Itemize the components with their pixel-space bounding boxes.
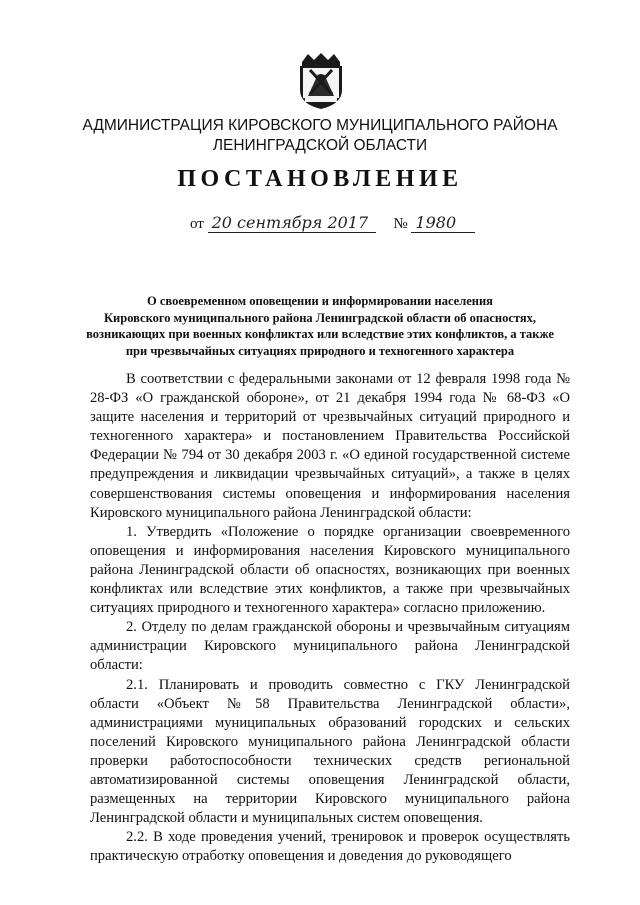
coat-of-arms-icon xyxy=(296,52,346,110)
subject-line: Кировского муниципального района Ленинградской области об опасностях, xyxy=(103,310,537,325)
body-paragraph: 1. Утвердить «Положение о порядке организации своевременного оповещения и информирования населения Кировского муниципального района Ленинградской области об опасностях, возникающих при военных конфликтах или вследствие этих конфликтов, а также при чрезвычайных ситуациях природного и техногенного характера» согласно приложению. xyxy=(90,523,570,617)
document-body xyxy=(90,370,570,866)
date-number-line xyxy=(190,214,475,233)
handwritten-date: 20 сентября 2017 xyxy=(208,214,376,233)
administration-name-line2: ЛЕНИНГРАДСКОЙ ОБЛАСТИ xyxy=(212,137,428,154)
body-paragraph: В соответствии с федеральными законами от 12 февраля 1998 года № 28-ФЗ «О гражданской обороне», от 21 декабря 1994 года № 68-ФЗ «О защите населения и территорий от чрезвычайных ситуаций природного и техногенного характера» и постановлением Правительства Российской Федерации № 794 от 30 декабря 2003 г. «О единой государственной системе предупреждения и ликвидации чрезвычайных ситуаций», а также в целях совершенствования системы оповещения и информирования населения Кировского муниципального района Ленинградской области: xyxy=(90,371,570,521)
subject-line: возникающих при военных конфликтах или вследствие этих конфликтов, а также xyxy=(86,327,554,341)
handwritten-number: 1980 xyxy=(411,214,475,233)
subject-line: О своевременном оповещении и информировании населения xyxy=(147,294,493,308)
subject-line: при чрезвычайных ситуациях природного и техногенного характера xyxy=(125,343,515,358)
body-paragraph: 2.2. В ходе проведения учений, тренировок и проверок осуществлять практическую отработку оповещения и доведения до руководящего xyxy=(90,829,570,865)
date-prefix: от xyxy=(190,216,204,232)
body-paragraph: 2.1. Планировать и проводить совместно с ГКУ Ленинградской области «Объект №58 Правительства Ленинградской области», администрациями муниципальных образований городских и сельских поселений Кировского муниципального района Ленинградской области проверки работоспособности технических средств региональной автоматизированной системы оповещения Ленинградской области, размещенных на территории Кировского муниципального района Ленинградской области и муниципальных систем оповещения. xyxy=(90,676,570,827)
document-type-title: ПОСТАНОВЛЕНИЕ xyxy=(177,166,463,192)
number-prefix: № xyxy=(393,216,408,232)
body-paragraph: 2. Отделу по делам гражданской обороны и чрезвычайным ситуациям администрации Кировского муниципального района Ленинградской области: xyxy=(90,619,570,674)
administration-name-line1: АДМИНИСТРАЦИЯ КИРОВСКОГО МУНИЦИПАЛЬНОГО РАЙОНА xyxy=(82,117,558,134)
document-subject xyxy=(60,293,580,359)
